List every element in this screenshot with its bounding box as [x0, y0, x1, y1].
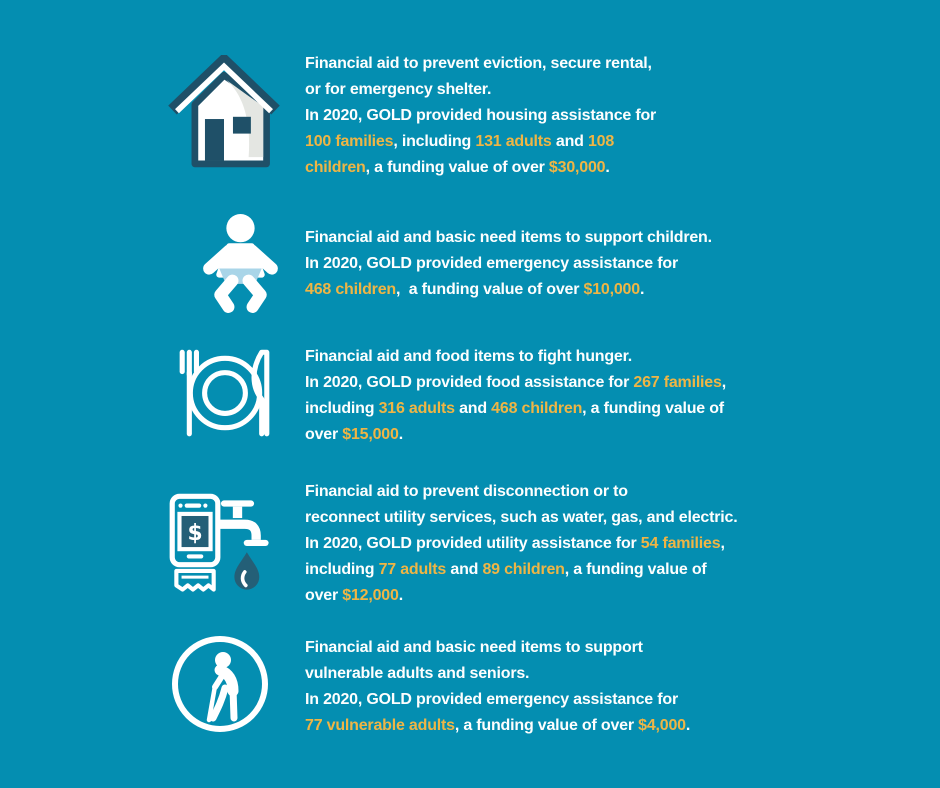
text-line: 77 vulnerable adults, a funding value of over $4,000. — [305, 717, 691, 734]
text-line: 100 families, including 131 adults and 108 — [305, 133, 615, 150]
elderly-person-icon — [170, 634, 270, 734]
text-line: over $12,000. — [305, 587, 403, 604]
house-icon-svg — [168, 55, 280, 173]
baby-icon — [193, 212, 289, 318]
seniors-text — [305, 635, 690, 739]
meal-plate-icon-svg — [172, 344, 278, 441]
housing-text — [305, 51, 656, 181]
utility-bill-faucet-icon-svg — [166, 488, 280, 602]
text-line: Financial aid and food items to fight hunger. — [305, 348, 633, 365]
text-line: or for emergency shelter. — [305, 81, 492, 98]
svg-text:$: $ — [187, 520, 203, 546]
elderly-person-icon-svg — [170, 634, 270, 734]
text-line: 468 children, a funding value of over $10,000. — [305, 281, 645, 298]
text-line: Financial aid and basic need items to support — [305, 639, 643, 656]
text-line: In 2020, GOLD provided food assistance for 267 families, — [305, 374, 726, 391]
text-line: children, a funding value of over $30,000. — [305, 159, 610, 176]
text-line: vulnerable adults and seniors. — [305, 665, 530, 682]
text-line: Financial aid to prevent eviction, secure rental, — [305, 55, 652, 72]
house-icon — [168, 55, 280, 173]
text-line: In 2020, GOLD provided emergency assistance for — [305, 255, 678, 272]
text-line: including 316 adults and 468 children, a funding value of — [305, 400, 724, 417]
text-line: In 2020, GOLD provided emergency assistance for — [305, 691, 678, 708]
text-line: In 2020, GOLD provided housing assistance for — [305, 107, 657, 124]
children-text — [305, 225, 712, 303]
text-line: including 77 adults and 89 children, a funding value of — [305, 561, 707, 578]
text-line: In 2020, GOLD provided utility assistance for 54 families, — [305, 535, 725, 552]
food-text — [305, 344, 726, 448]
utility-bill-faucet-icon — [166, 488, 280, 602]
text-line: reconnect utility services, such as water, gas, and electric. — [305, 509, 738, 526]
baby-icon-svg — [193, 212, 289, 318]
text-line: over $15,000. — [305, 426, 403, 443]
text-line: Financial aid and basic need items to support children. — [305, 229, 712, 246]
utility-text — [305, 479, 737, 609]
text-line: Financial aid to prevent disconnection or to — [305, 483, 628, 500]
meal-plate-icon — [172, 344, 278, 441]
